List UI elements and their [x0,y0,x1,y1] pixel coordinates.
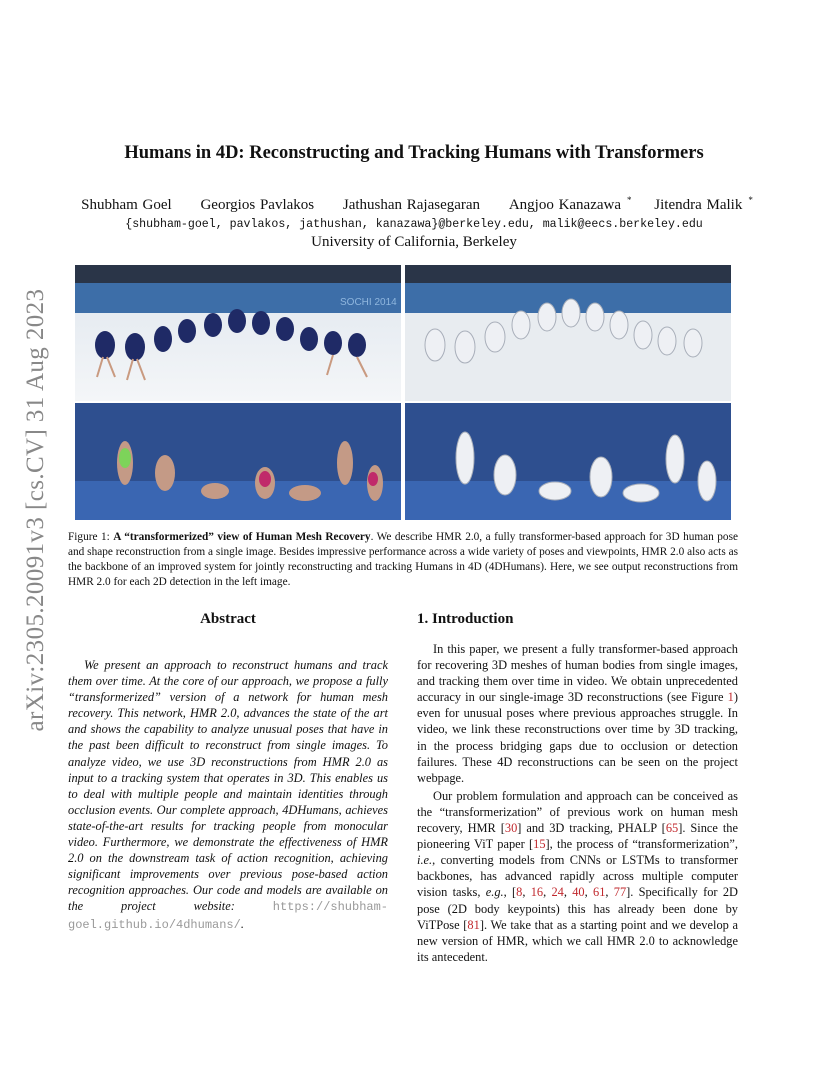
author-2: Georgios Pavlakos [200,197,315,213]
paper-title: Humans in 4D: Reconstructing and Tracking Humans with Transformers [124,143,704,163]
intro-paragraph-1: In this paper, we present a fully transformer-based approach for recovering 3D meshes of human bodies from single images, and tracking them over time in video. We obtain unprecedented accuracy in our single-image 3D reconstructions (see Figure 1) even for unusual poses where previous approaches struggle. In video, we link these reconstructions over time by 3D tracking, in the process bridging gaps due to occlusion or detection failures. These 4D reconstructions can be seen on the project webpage. [417,642,738,785]
author-3: Jathushan Rajasegaran [342,197,481,213]
citation-link[interactable]: 65 [665,821,679,836]
figure-caption: Figure 1: A “transformerized” view of Human Mesh Recovery. We describe HMR 2.0, a fully transformer-based approach for 3D human pose and shape reconstruction from a single image. Besides impressive performance across a wide variety of poses and viewpoints, HMR 2.0 also acts as the backbone of an improved system for jointly reconstructing and tracking Humans in 4D (4DHumans). Here, we see output reconstructions from HMR 2.0 for each 2D detection in the left image. [68,531,738,588]
citation-link[interactable]: 30 [504,821,518,836]
figure-gymnasts-photo [75,403,401,520]
citation-link[interactable]: 81 [467,917,480,932]
introduction-heading: 1. Introduction [417,611,514,627]
banner-text: SOCHI 2014 [340,297,397,308]
citation-link[interactable]: 77 [613,885,627,900]
arxiv-stamp: arXiv:2305.20091v3 [cs.CV] 31 Aug 2023 [22,288,49,732]
author-4: Angjoo Kanazawa * [508,195,632,213]
author-emails: {shubham-goel, pavlakos, jathushan, kanazawa}@berkeley.edu, malik@eecs.berkeley.edu [125,218,703,231]
figure-skaters-mesh [405,265,731,401]
introduction-body [417,641,738,965]
citation-link[interactable]: 15 [533,837,546,852]
citation-link[interactable]: 40 [572,885,585,900]
project-url-link[interactable]: https://shubham-goel.github.io/4dhumans/ [68,900,388,932]
citation-link[interactable]: 61 [593,885,606,900]
abstract-heading: Abstract [200,611,256,627]
abstract-body: We present an approach to reconstruct humans and track them over time. At the core of our approach, we propose a fully “transformerized” version of a network for human mesh recovery. This network, HMR 2.0, advances the state of the art and shows the capability to analyze unusual poses that have in the past been difficult to reconstruct from single images. To analyze video, we use 3D reconstructions from HMR 2.0 as input to a tracking system that operates in 3D. This enables us to deal with multiple people and maintain identities through occlusion events. Our complete approach, 4DHumans, achieves state-of-the-art results for tracking people from monocular video. Furthermore, we demonstrate the effectiveness of HMR 2.0 on the downstream task of action recognition, achieving significant improvements over previous pose-based action recognition approaches. Our code and models are available on the project website: https://shubham-goel.github.io/4dhumans/. [68,658,388,932]
intro-paragraph-2: Our problem formulation and approach can be conceived as the “transformerization” of previous work on human mesh recovery, HMR [30] and 3D tracking, PHALP [65]. Since the pioneering ViT paper [15], the process of “transformerization”, i.e., converting models from CNNs or LSTMs to transformer backbones, has advanced rapidly across multiple computer vision tasks, e.g., [8, 16, 24, 40, 61, 77]. Specifically for 2D pose (2D body keypoints) this has already been done by ViTPose [81]. We take that as a starting point and we develop a new version of HMR, which we call HMR 2.0 to acknowledge its antecedent. [417,788,738,964]
figure-ref-link[interactable]: 1 [727,690,734,705]
author-list [0,195,828,214]
figure-skaters-photo [75,265,401,401]
citation-link[interactable]: 24 [551,885,564,900]
figure-gymnasts-mesh [405,403,731,520]
teaser-figure [75,265,731,520]
affiliation: University of California, Berkeley [311,234,517,250]
author-5: Jitendra Malik * [654,195,753,213]
citation-link[interactable]: 8 [516,885,523,900]
citation-link[interactable]: 16 [530,885,544,900]
author-1: Shubham Goel [81,197,172,213]
